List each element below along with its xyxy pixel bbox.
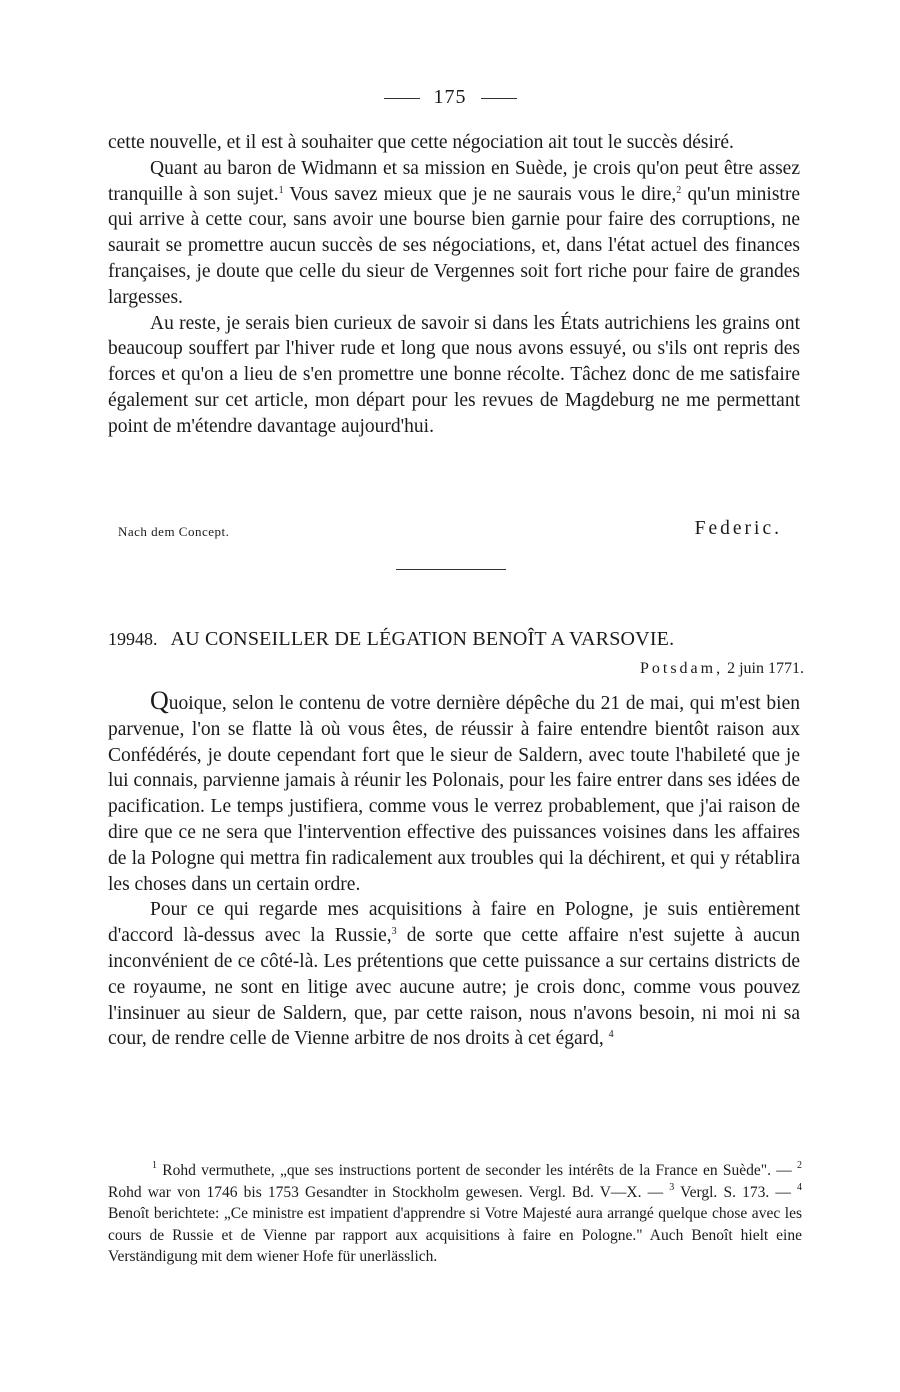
letter-1-paragraph-1: cette nouvelle, et il est à souhaiter que cette négociation ait tout le succès désiré.	[108, 132, 734, 153]
footnote-2-marker: 2	[797, 1160, 803, 1171]
letter-2-paragraph-2: Pour ce qui regarde mes acquisitions à faire en Pologne, je suis entièrement d'accord là-dessus avec la Russie,$^3$ de sorte que cette affaire n'est sujette à aucun inconvénient de ce côté-là. Les prétentions que cette puissance a sur certains districts de ce royaume, ne sont en litige avec aucune autre; je crois donc, comme vous pouvez l'insinuer au sieur de Saldern, que, par cette raison, nous n'avons besoin, ni moi ni sa cour, de rendre celle de Vienne arbitre de nos droits à cet égard, $^4$	[108, 899, 800, 1050]
letter-2-body	[108, 688, 800, 1052]
footnote-4: Benoît berichtete: „Ce ministre est impatient d'apprendre si Votre Majesté aura arrangé quelque chose avec les cours de Russie et de Vienne par rapport aux acquisitions à faire en Pologne." Auch Benoît hielt eine Verständigung mit dem wiener Hofe für unerlässlich.	[108, 1205, 802, 1265]
footnote-2: Rohd war von 1746 bis 1753 Gesandter in Stockholm gewesen. Vergl. Bd. V—X.	[108, 1183, 642, 1201]
footnote-3-marker: 3	[669, 1181, 675, 1193]
signature: Federic.	[694, 518, 782, 539]
footnote-1: Rohd vermuthete, „que ses instructions portent de seconder les intérêts de la France en Suède".	[162, 1162, 771, 1179]
footnote-4-marker: 4	[797, 1181, 802, 1193]
footnote-1-marker: 1	[152, 1160, 157, 1171]
letter-2-dateline	[640, 660, 804, 678]
header-rule-left	[384, 98, 420, 99]
dateline-date: 2 juin 1771.	[727, 660, 804, 677]
header-rule-right	[481, 98, 517, 99]
footnote-ref-2: 2	[676, 184, 682, 196]
letter-2-paragraph-1: Quoique, selon le contenu de votre dernière dépêche du 21 de mai, qui m'est bien parvenue, l'on se flatte là où vous êtes, de réussir à faire entendre bientôt raison aux Confédérés, je doute cependant fort que le sieur de Saldern, avec toute l'habileté que je lui connais, parvienne jamais à réunir les Polonais, pour les faire entrer dans ses idées de pacification. Le temps justifiera, comme vous le verrez probablement, que j'ai raison de dire que ce ne sera que l'intervention effective des puissances voisines dans les affaires de la Pologne qui mettra fin radicalement aux troubles qui la déchirent, et qui y rétablira les choses dans un certain ordre.	[108, 686, 800, 895]
letter-1-body	[108, 130, 800, 440]
letter-2-heading	[108, 628, 808, 651]
footnote-ref-3: 3	[391, 926, 397, 938]
letter-title: AU CONSEILLER DE LÉGATION BENOÎT A VARSOVIE.	[170, 628, 675, 650]
letter-1-paragraph-3: Au reste, je serais bien curieux de savoir si dans les États autrichiens les grains ont beaucoup souffert par l'hiver rude et long que nous avons essuyé, ou s'ils ont repris des forces et qu'on a lieu de s'en promettre une bonne récolte. Tâchez donc de me satisfaire également sur cet article, mon départ pour les revues de Magdeburg ne me permettant point de m'étendre davantage aujourd'hui.	[108, 312, 800, 437]
letter-1-closing	[118, 518, 782, 544]
footnotes-block: $^1$ Rohd vermuthete, „que ses instructions portent de seconder les intérêts de la France en Suède". — $^2$ Rohd war von 1746 bis 1753 Gesandter in Stockholm gewesen. Vergl. Bd. V—X. — $^3$ Vergl. S. 173. — $^4$ Benoît berichtete: „Ce ministre est impatient d'apprendre si Votre Majesté aura arrangé quelque chose avec les cours de Russie et de Vienne par rapport aux acquisitions à faire en Pologne." Auch Benoît hielt eine Verständigung mit dem wiener Hofe für unerlässlich.	[108, 1160, 803, 1265]
letter-number: 19948.	[108, 629, 158, 649]
footnotes	[108, 1160, 802, 1268]
footnote-3: Vergl. S. 173.	[680, 1183, 770, 1201]
section-separator	[396, 569, 506, 570]
footnote-ref-4: 4	[608, 1029, 614, 1041]
page-number-header	[0, 86, 900, 109]
dateline-place: Potsdam,	[639, 660, 724, 677]
page-number: 175	[433, 86, 467, 108]
letter-1-paragraph-2: Quant au baron de Widmann et sa mission en Suède, je crois qu'on peut être assez tranquille à son sujet.$^1$ Vous savez mieux que je ne saurais vous le dire,$^2$ qu'un ministre qui arrive à cette cour, sans avoir une bourse bien garnie pour faire des corruptions, ne saurait se promettre aucun succès de ses négociations, et, dans l'état actuel des finances françaises, je doute que celle du sieur de Vergennes soit fort riche pour faire de grandes largesses.	[108, 157, 801, 308]
footnote-ref-1: 1	[278, 184, 284, 196]
source-note: Nach dem Concept.	[118, 524, 230, 539]
